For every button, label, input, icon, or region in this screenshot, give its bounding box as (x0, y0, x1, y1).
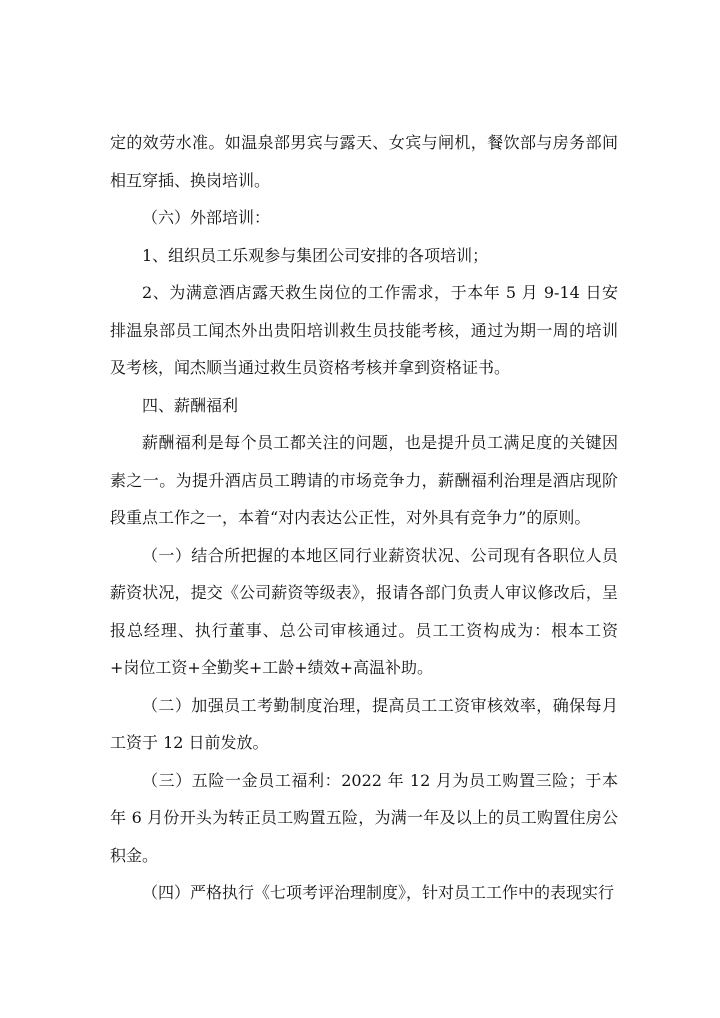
paragraph-insurance: （三）五险一金员工福利：2022 年 12 月为员工购置三险；于本年 6 月份开头为转正员工购置五险，为满一年及以上的员工购置住房公积金。 (110, 770, 618, 865)
list-item-training-2: 2、为满意酒店露天救生岗位的工作需求，于本年 5 月 9-14 日安排温泉部员工闻杰外出贵阳培训救生员技能考核，通过为期一周的培训及考核，闻杰顺当通过救生员资格考核并拿到资格证书。 (110, 283, 618, 377)
paragraph-attendance: （二）加强员工考勤制度治理，提高员工工资审核效率，确保每月工资于 12 日前发放。 (110, 695, 618, 752)
list-item-training-1: 1、组织员工乐观参与集团公司安排的各项培训； (142, 245, 489, 265)
paragraph-evaluation: （四）严格执行《七项考评治理制度》，针对员工工作中的表现实行 (142, 883, 615, 902)
document-body (110, 124, 618, 912)
section-heading-compensation: 四、薪酬福利 (142, 395, 239, 415)
heading-external-training: （六）外部培训： (142, 208, 271, 227)
paragraph-salary-structure: （一）结合所把握的本地区同行业薪资状况、公司现有各职位人员薪资状况，提交《公司薪资等级表》，报请各部门负责人审议修改后，呈报总经理、执行董事、总公司审核通过。员工工资构成为：根本工资+岗位工资+全勤奖+工龄+绩效+高温补助。 (110, 545, 618, 677)
paragraph-continued: 定的效劳水准。如温泉部男宾与露天、女宾与闸机，餐饮部与房务部间相互穿插、换岗培训。 (110, 133, 618, 190)
paragraph-compensation-intro: 薪酬福利是每个员工都关注的问题，也是提升员工满足度的关键因素之一。为提升酒店员工聘请的市场竞争力，薪酬福利治理是酒店现阶段重点工作之一，本着“对内表达公正性，对外具有竞争力”的原则。 (110, 433, 618, 527)
